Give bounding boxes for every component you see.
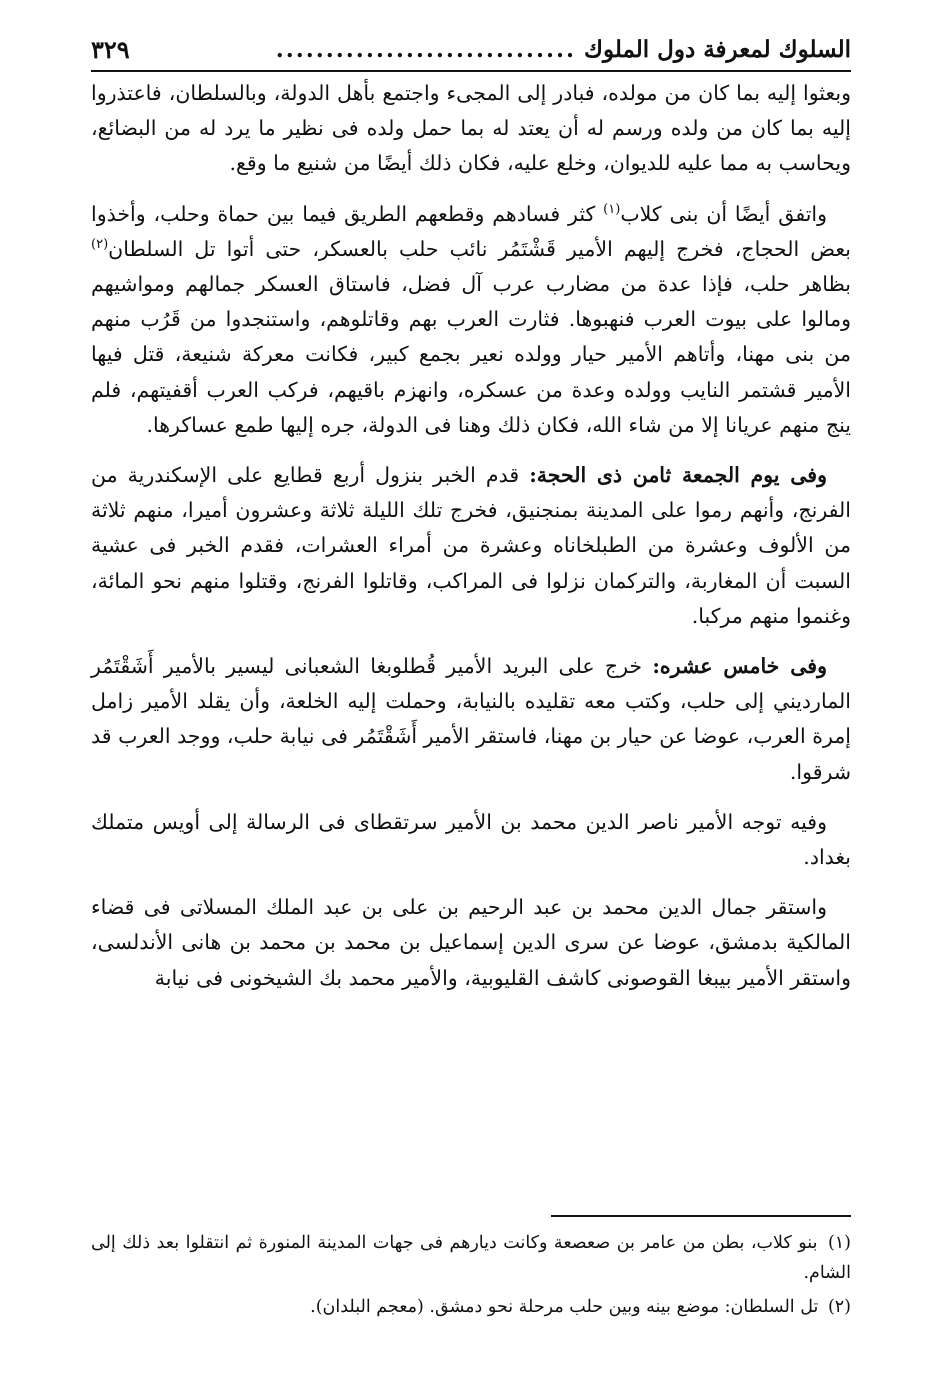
paragraph [91,458,851,634]
footnote-ref[interactable]: (٢) [91,236,109,252]
date-heading: وفى خامس عشره: [652,654,827,679]
paragraph-text: قدم الخبر بنزول أربع قطايع على الإسكندرية من الفرنج، وأنهم رموا على المدينة بمنجنيق، فخرج تلك الليلة ثلاثة وعشرون أميرا، منهم ثلاثة من الألوف وعشرة من الطبلخاناه وعشرة من أمراء العشرات، فقدم الخبر فى عشية السبت أن المغاربة، والتركمان نزلوا فى المراكب، وقاتلوا الفرنج، وقتلوا منهم نحو المائة، وغنموا منهم مركبا. [91,463,851,628]
footnote [91,1292,851,1322]
date-heading: وفى يوم الجمعة ثامن ذى الحجة: [529,463,827,488]
paragraph [91,890,851,996]
paragraph-text: وفيه توجه الأمير ناصر الدين محمد بن الأمير سرتقطاى فى الرسالة إلى أويس متملك بغداد. [91,809,851,870]
footnote-text: بنو كلاب، بطن من عامر بن صعصعة وكانت ديارهم فى جهات المدينة المنورة ثم انتقلوا بعد ذلك إلى الشام. [91,1233,851,1283]
paragraph-text: واستقر جمال الدين محمد بن عبد الرحيم بن على بن عبد الملك المسلاتى فى قضاء المالكية بدمشق، عوضا عن سرى الدين إسماعيل بن محمد بن محمد بن هانى الأندلسى، واستقر الأمير بيبغا القوصونى كاشف القليوبية، والأمير محمد بك الشيخونى فى نيابة [91,895,851,990]
paragraph-text: بظاهر حلب، فإذا عدة من مضارب عرب آل فضل، فاستاق العسكر جمالهم ومواشيهم ومالوا على بيوت العرب فنهبوها. فثارت العرب بهم وقاتلوهم، واستنجدوا من قَرُب منهم من بنى مهنا، وأتاهم الأمير حيار وولده نعير بجمع كبير، فكانت معركة شنيعة، قتل فيها الأمير قشتمر النايب وولده وعدة من عسكره، وانهزم باقيهم، فركب العرب أقفيتهم، فلم ينج منهم عريانا إلا من شاء الله، فكان ذلك وهنا فى الدولة، جره إليها طمع عساكرها. [91,272,851,437]
footnote-number: (١) [827,1233,851,1253]
paragraph [91,197,851,443]
paragraph-text: خرج على البريد الأمير قُطلوبغا الشعبانى ليسير بالأمير أَشَقْتَمُر المارديني إلى حلب، وكتب معه تقليده بالنيابة، وحملت إليه الخلعة، وأن يقلد الأمير زامل إمرة العرب، عوضا عن حيار بن مهنا، فاستقر الأمير أَشَقْتَمُر فى نيابة حلب، ووجد العرب قد شرقوا. [91,654,851,784]
footnote-ref[interactable]: (١) [603,201,621,217]
footnote [91,1228,851,1288]
leader-dots: .............................. [275,35,576,63]
page-number: ٣٢٩ [91,34,130,64]
paragraph [91,76,851,182]
paragraph-text: وبعثوا إليه بما كان من مولده، فبادر إلى المجىء واجتمع بأهل الدولة، وبالسلطان، فاعتذروا إليه بما كان من ولده ورسم له أن يعتد له بما حمل ولده فى نظير ما يرد له من البضائع، ويحاسب به مما عليه للديوان، وخلع عليه، فكان ذلك أيضًا من شنيع ما وقع. [91,81,851,176]
footnotes [91,1228,851,1326]
footnote-text: تل السلطان: موضع بينه وبين حلب مرحلة نحو دمشق. (معجم البلدان). [310,1297,819,1317]
paragraph [91,805,851,875]
paragraph-text: واتفق أيضًا أن بنى كلاب [620,201,827,226]
main-text [91,76,851,1011]
running-header [91,28,851,72]
paragraph-text: كثر فسادهم وقطعهم الطريق فيما بين حماة وحلب، وأخذوا بعض الحجاج، فخرج إليهم الأمير قَشْتَمُر نائب حلب بالعسكر، حتى أتوا تل السلطان [91,201,851,261]
footnote-number: (٢) [827,1297,851,1317]
footnote-divider [551,1215,851,1217]
paragraph [91,649,851,790]
running-title: السلوك لمعرفة دول الملوك [583,35,851,63]
